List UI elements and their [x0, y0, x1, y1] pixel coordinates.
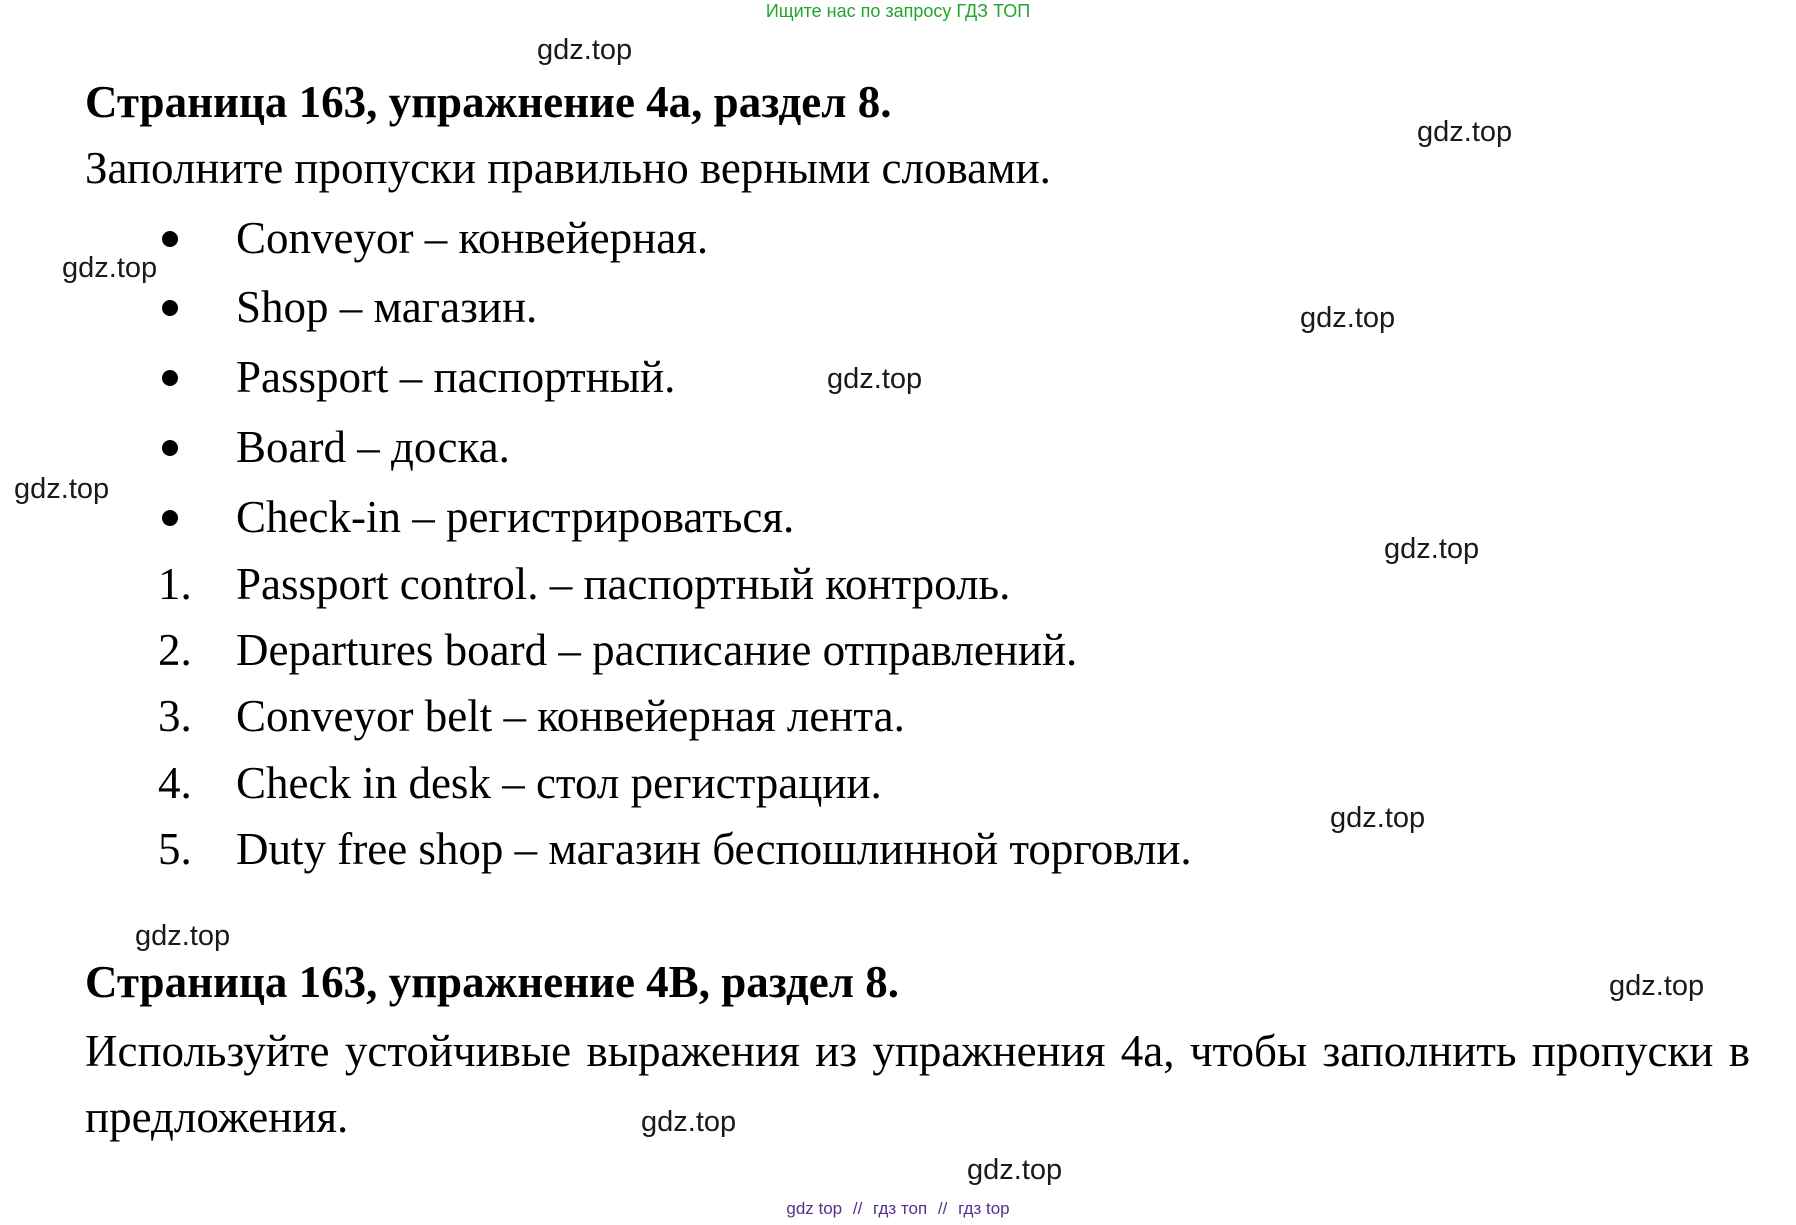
list-item-text: Departures board – расписание отправлений.: [236, 625, 1078, 675]
list-number: 3.: [158, 691, 192, 741]
watermark: gdz.top: [1384, 533, 1480, 565]
list-item: [158, 492, 795, 542]
list-item-text: Conveyor – конвейерная.: [236, 213, 709, 263]
bullet-icon: [162, 231, 178, 247]
section-1-heading: Страница 163, упражнение 4a, раздел 8.: [85, 77, 892, 127]
bottom-banner[interactable]: [0, 1199, 1796, 1219]
list-item-text: Check-in – регистрироваться.: [236, 492, 795, 542]
bottom-banner-separator: //: [852, 1199, 863, 1218]
list-item: [158, 691, 905, 741]
bullet-icon: [162, 300, 178, 316]
bottom-banner-separator: //: [937, 1199, 948, 1218]
section-2-heading: Страница 163, упражнение 4В, раздел 8.: [85, 957, 899, 1007]
list-item-text: Shop – магазин.: [236, 282, 538, 332]
watermark: gdz.top: [14, 473, 110, 505]
list-number: 1.: [158, 559, 192, 609]
bottom-banner-link[interactable]: gdz top: [786, 1199, 843, 1218]
list-number: 5.: [158, 824, 192, 874]
bottom-banner-link[interactable]: гдз топ: [873, 1199, 928, 1218]
list-item-text: Passport control. – паспортный контроль.: [236, 559, 1011, 609]
list-number: 2.: [158, 625, 192, 675]
list-item-text: Check in desk – стол регистрации.: [236, 758, 882, 808]
bullet-icon: [162, 370, 178, 386]
section-1-instruction: Заполните пропуски правильно верными словами.: [85, 143, 1051, 193]
list-item-text: Duty free shop – магазин беспошлинной торговли.: [236, 824, 1192, 874]
list-item: [158, 282, 538, 332]
list-item: [158, 352, 676, 402]
watermark: gdz.top: [1330, 802, 1426, 834]
watermark: gdz.top: [62, 252, 158, 284]
bullet-icon: [162, 510, 178, 526]
list-item: [158, 824, 1192, 874]
list-item: [158, 213, 709, 263]
watermark: gdz.top: [537, 34, 633, 66]
watermark: gdz.top: [135, 920, 231, 952]
list-item: [158, 422, 510, 472]
watermark: gdz.top: [641, 1106, 737, 1138]
watermark: gdz.top: [1417, 116, 1513, 148]
section-2-instruction: Используйте устойчивые выражения из упражнения 4а, чтобы заполнить пропуски в предложения.: [85, 1026, 1750, 1142]
list-item-text: Passport – паспортный.: [236, 352, 676, 402]
list-item: [158, 758, 882, 808]
list-number: 4.: [158, 758, 192, 808]
watermark: gdz.top: [1609, 970, 1705, 1002]
watermark: gdz.top: [1300, 302, 1396, 334]
list-item-text: Conveyor belt – конвейерная лента.: [236, 691, 905, 741]
list-item: [158, 625, 1078, 675]
bullet-icon: [162, 440, 178, 456]
watermark: gdz.top: [967, 1154, 1063, 1186]
list-item: [158, 559, 1011, 609]
top-banner[interactable]: Ищите нас по запросу ГДЗ ТОП: [765, 1, 1031, 21]
list-item-text: Board – доска.: [236, 422, 510, 472]
bottom-banner-link[interactable]: гдз top: [958, 1199, 1010, 1218]
watermark: gdz.top: [827, 363, 923, 395]
